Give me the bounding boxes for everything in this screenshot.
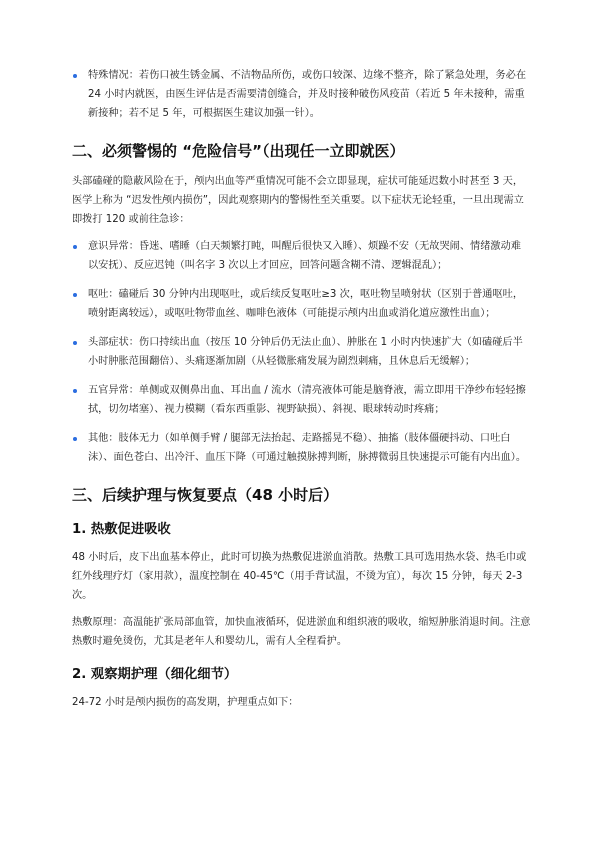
top-bullet-list <box>72 66 531 123</box>
paragraph: 热敷原理：高温能扩张局部血管，加快血液循环，促进淤血和组织液的吸收，缩短肿胀消退时间。注意热敷时避免烫伤，尤其是老年人和婴幼儿，需有人全程看护。 <box>72 617 531 647</box>
paragraph: 24-72 小时是颅内损伤的高发期，护理重点如下： <box>72 697 299 708</box>
subsection-heading: 2. 观察期护理（细化细节） <box>72 667 238 682</box>
list-item: 特殊情况：若伤口被生锈金属、不洁物品所伤，或伤口较深、边缘不整齐，除了紧急处理，务必在 24 小时内就医，由医生评估是否需要清创缝合，并及时接种破伤风疫苗（若近 5 年未接种，需重新接种；若不足 5 年，可根据医生建议加强一针）。 <box>72 66 531 123</box>
section-heading: 三、后续护理与恢复要点（48 小时后） <box>72 486 339 504</box>
danger-signal-list <box>72 237 531 467</box>
subsection-heading: 1. 热敷促进吸收 <box>72 522 171 537</box>
paragraph: 48 小时后，皮下出血基本停止，此时可切换为热敷促进淤血消散。热敷工具可选用热水袋、热毛巾或红外线理疗灯（家用款），温度控制在 40-45℃（用手背试温，不烫为宜），每次 15 分钟，每天 2-3 次。 <box>72 552 527 601</box>
list-item: 其他：肢体无力（如单侧手臂 / 腿部无法抬起、走路摇晃不稳）、抽搐（肢体僵硬抖动、口吐白沫）、面色苍白、出冷汗、血压下降（可通过触摸脉搏判断，脉搏微弱且快速提示可能有内出血）。 <box>72 429 531 467</box>
list-item: 五官异常：单侧或双侧鼻出血、耳出血 / 流水（清亮液体可能是脑脊液，需立即用干净纱布轻轻擦拭，切勿堵塞）、视力模糊（看东西重影、视野缺损）、斜视、眼球转动时疼痛； <box>72 381 531 419</box>
section-intro: 头部磕碰的隐蔽风险在于，颅内出血等严重情况可能不会立即显现，症状可能延迟数小时甚至 3 天，医学上称为 “迟发性颅内损伤”，因此观察期内的警惕性至关重要。以下症状无论轻重，一旦出现需立即拨打 120 或前往急诊： <box>72 176 524 225</box>
list-item: 意识异常：昏迷、嗜睡（白天频繁打盹，叫醒后很快又入睡）、烦躁不安（无故哭闹、情绪激动难以安抚）、反应迟钝（叫名字 3 次以上才回应，回答问题含糊不清、逻辑混乱）； <box>72 237 531 275</box>
list-item: 头部症状：伤口持续出血（按压 10 分钟后仍无法止血）、肿胀在 1 小时内快速扩大（如磕碰后半小时肿胀范围翻倍）、头痛逐渐加剧（从轻微胀痛发展为剧烈刺痛，且休息后无缓解）； <box>72 333 531 371</box>
list-item: 呕吐：磕碰后 30 分钟内出现呕吐，或后续反复呕吐≥3 次，呕吐物呈喷射状（区别于普通呕吐，喷射距离较远），或呕吐物带血丝、咖啡色液体（可能提示颅内出血或消化道应激性出血）； <box>72 285 531 323</box>
section-heading: 二、必须警惕的 “危险信号”（出现任一立即就医） <box>72 142 405 160</box>
